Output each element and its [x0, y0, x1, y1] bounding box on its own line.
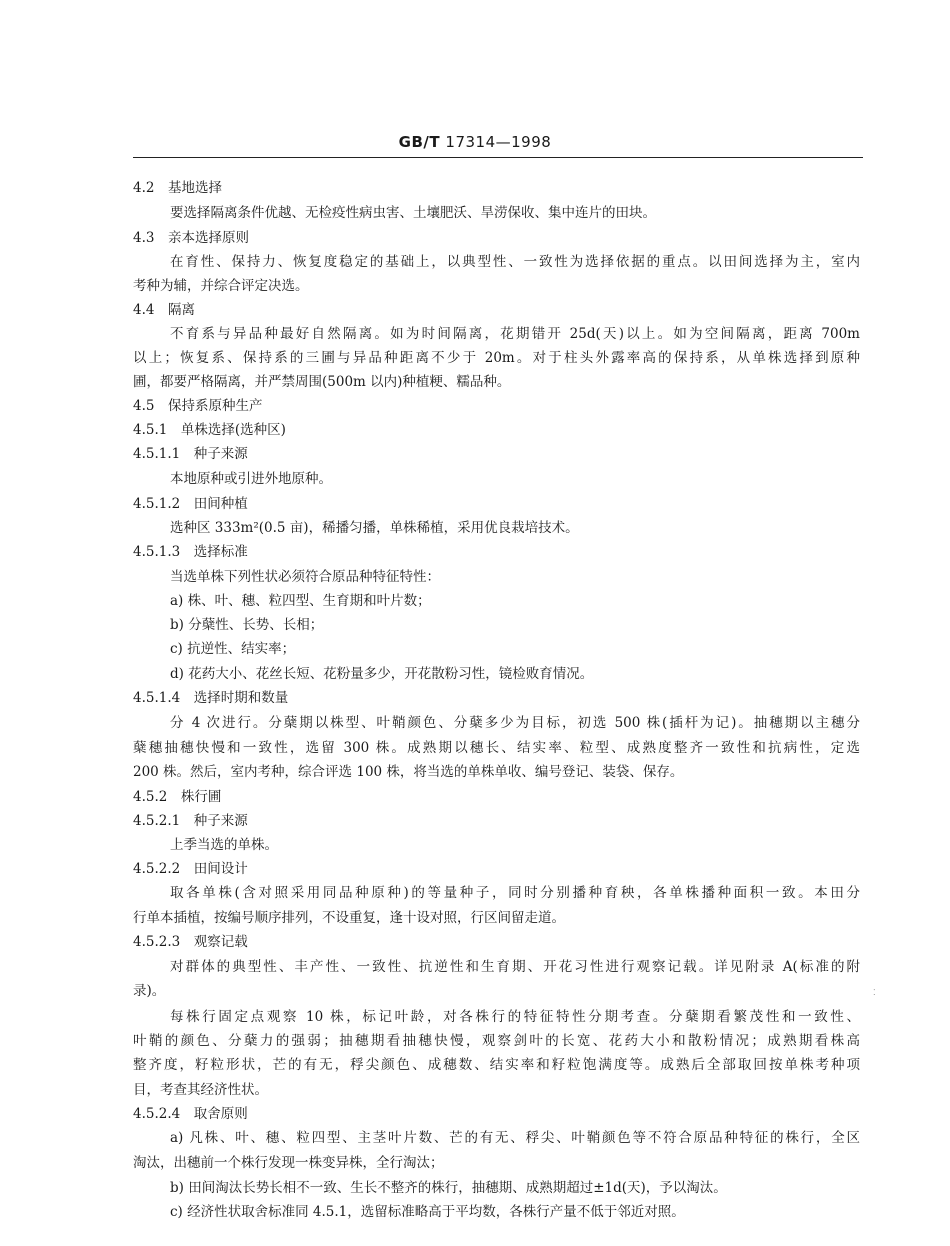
- section-heading: 4.5.2.1 种子来源: [133, 813, 248, 829]
- list-item: b) 分蘖性、长势、长相；: [170, 617, 324, 633]
- list-item: a) 株、叶、穗、粒四型、生育期和叶片数；: [170, 593, 431, 609]
- list-item: c) 经济性状取舍标准同 4.5.1，选留标准略高于平均数，各株行产量不低于邻近对照。: [170, 1204, 685, 1220]
- list-item: 淘汰，出穗前一个株行发现一株变异株，全行淘汰；: [133, 1155, 444, 1171]
- page-header: [0, 133, 950, 151]
- section-heading: 4.5.1.4 选择时期和数量: [133, 690, 289, 706]
- paragraph-line: 对群体的典型性、丰产性、一致性、抗逆性和生育期、开花习性进行观察记载。详见附录 A(标准的附: [170, 959, 860, 975]
- section-heading: 4.5.1.2 田间种植: [133, 496, 248, 512]
- list-item: b) 田间淘汰长势长相不一致、生长不整齐的株行，抽穗期、成熟期超过±1d(天)，予以淘汰。: [170, 1180, 727, 1196]
- paragraph-line: 整齐度，籽粒形状，芒的有无，稃尖颜色、成穗数、结实率和籽粒饱满度等。成熟后全部取回按单株考种项: [133, 1057, 860, 1073]
- standard-number: 17314—1998: [445, 133, 552, 151]
- paragraph-line: 叶鞘的颜色、分蘖力的强弱；抽穗期看抽穗快慢，观察剑叶的长宽、花药大小和散粉情况；成熟期看株高: [133, 1033, 860, 1049]
- section-heading: 4.5.2.2 田间设计: [133, 861, 248, 877]
- section-heading: 4.3 亲本选择原则: [133, 230, 249, 246]
- section-heading: 4.5.2 株行圃: [133, 789, 222, 805]
- section-heading: 4.2 基地选择: [133, 180, 222, 196]
- paragraph-line: 蘖穗抽穗快慢和一致性，选留 300 株。成熟期以穗长、结实率、粒型、成熟度整齐一致性和抗病性，定选: [133, 740, 860, 756]
- section-heading: 4.5.1 单株选择(选种区): [133, 422, 286, 438]
- standard-code: GB/T: [398, 133, 441, 151]
- section-heading: 4.5.2.3 观察记载: [133, 934, 248, 950]
- paragraph-line: 圃，都要严格隔离，并严禁周围(500m 以内)种植粳、糯品种。: [133, 374, 511, 390]
- paragraph-line: 200 株。然后，室内考种，综合评选 100 株，将当选的单株单收、编号登记、装袋、保存。: [133, 764, 684, 780]
- header-rule: [133, 157, 863, 158]
- paragraph-line: 每株行固定点观察 10 株，标记叶龄，对各株行的特征特性分期考查。分蘖期看繁茂性和一致性、: [170, 1009, 860, 1025]
- paragraph-line: 考种为辅，并综合评定决选。: [133, 278, 309, 294]
- paragraph-line: 行单本插植，按编号顺序排列，不设重复，逢十设对照，行区间留走道。: [133, 910, 565, 926]
- paragraph-line: 取各单株(含对照采用同品种原种)的等量种子，同时分别播种育秧，各单株播种面积一致。本田分: [170, 885, 860, 901]
- paragraph-line: 录)。: [133, 983, 166, 999]
- paragraph-line: 要选择隔离条件优越、无检疫性病虫害、土壤肥沃、旱涝保收、集中连片的田块。: [170, 205, 656, 221]
- paragraph-line: 目，考查其经济性状。: [133, 1082, 268, 1098]
- paragraph-line: 选种区 333m²(0.5 亩)，稀播匀播，单株稀植，采用优良栽培技术。: [170, 520, 579, 536]
- list-item: d) 花药大小、花丝长短、花粉量多少，开花散粉习性，镜检败育情况。: [170, 666, 594, 682]
- paragraph-line: 不育系与异品种最好自然隔离。如为时间隔离，花期错开 25d(天)以上。如为空间隔离，距离 700m: [170, 326, 860, 342]
- paragraph-line: 以上；恢复系、保持系的三圃与异品种距离不少于 20m。对于柱头外露率高的保持系，从单株选择到原种: [133, 350, 860, 366]
- paragraph-line: 本地原种或引进外地原种。: [170, 471, 332, 487]
- paragraph-line: 分 4 次进行。分蘖期以株型、叶鞘颜色、分蘖多少为目标，初选 500 株(插杆为记)。抽穗期以主穗分: [170, 715, 860, 731]
- scan-speck: ⁚: [873, 988, 876, 997]
- section-heading: 4.4 隔离: [133, 302, 195, 318]
- section-heading: 4.5 保持系原种生产: [133, 398, 263, 414]
- paragraph-line: 在育性、保持力、恢复度稳定的基础上，以典型性、一致性为选择依据的重点。以田间选择为主，室内: [170, 254, 860, 270]
- paragraph-line: 上季当选的单株。: [170, 837, 278, 853]
- section-heading: 4.5.1.3 选择标准: [133, 544, 248, 560]
- list-item: c) 抗逆性、结实率；: [170, 641, 296, 657]
- paragraph-line: 当选单株下列性状必须符合原品种特征特性：: [170, 569, 440, 585]
- section-heading: 4.5.1.1 种子来源: [133, 446, 248, 462]
- list-item: a) 凡株、叶、穗、粒四型、主茎叶片数、芒的有无、稃尖、叶鞘颜色等不符合原品种特征的株行，全区: [170, 1130, 860, 1146]
- section-heading: 4.5.2.4 取舍原则: [133, 1106, 248, 1122]
